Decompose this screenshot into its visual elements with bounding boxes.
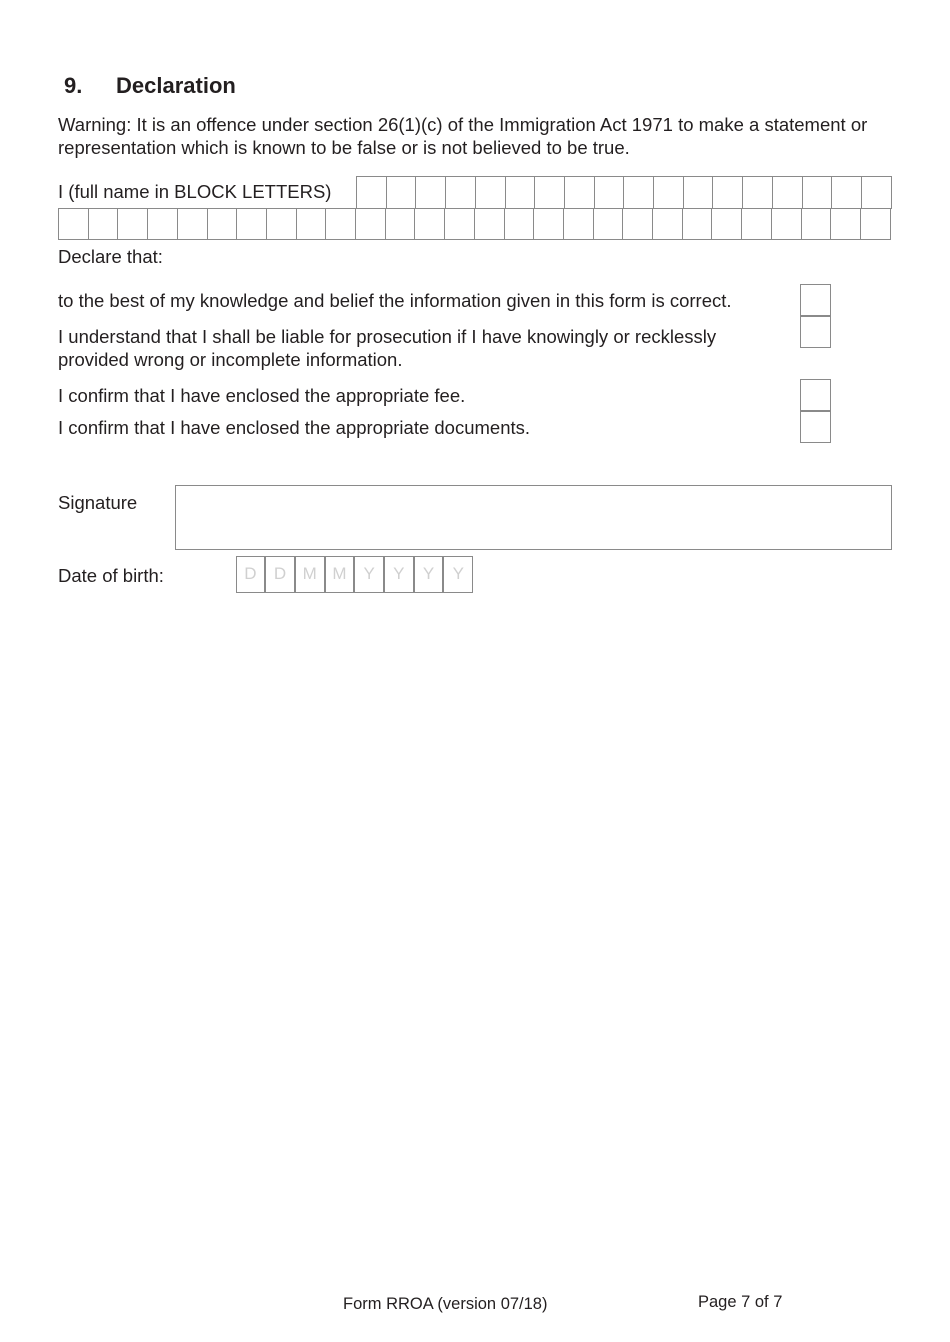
full-name-char-box[interactable] xyxy=(58,208,89,240)
full-name-char-box[interactable] xyxy=(415,176,446,209)
checkbox-fee-enclosed[interactable] xyxy=(800,379,831,411)
full-name-char-box[interactable] xyxy=(861,176,892,209)
full-name-label: I (full name in BLOCK LETTERS) xyxy=(58,181,332,202)
date-of-birth-char-box[interactable]: M xyxy=(295,556,325,593)
checkbox-prosecution[interactable] xyxy=(800,316,831,348)
signature-label: Signature xyxy=(58,492,138,513)
statement-info-correct: to the best of my knowledge and belief the information given in this form is correct. xyxy=(58,290,732,311)
full-name-char-box[interactable] xyxy=(594,176,625,209)
full-name-char-box[interactable] xyxy=(117,208,148,240)
full-name-char-box[interactable] xyxy=(622,208,653,240)
full-name-char-box[interactable] xyxy=(445,176,476,209)
checkbox-info-correct[interactable] xyxy=(800,284,831,316)
full-name-char-box[interactable] xyxy=(475,176,506,209)
section-title: Declaration xyxy=(116,73,236,98)
full-name-char-box[interactable] xyxy=(831,176,862,209)
full-name-char-box[interactable] xyxy=(711,208,742,240)
full-name-char-box[interactable] xyxy=(801,208,832,240)
full-name-char-box[interactable] xyxy=(564,176,595,209)
section-heading xyxy=(64,73,236,99)
full-name-char-box[interactable] xyxy=(236,208,267,240)
full-name-char-box[interactable] xyxy=(533,208,564,240)
date-of-birth-char-box[interactable]: Y xyxy=(443,556,473,593)
full-name-char-box[interactable] xyxy=(147,208,178,240)
footer-page-number: Page 7 of 7 xyxy=(698,1293,783,1311)
full-name-char-box[interactable] xyxy=(741,208,772,240)
warning-text: Warning: It is an offence under section 26(1)(c) of the Immigration Act 1971 to make a statement or representation which is known to be false or is not believed to be true. xyxy=(58,114,868,158)
statement-prosecution: I understand that I shall be liable for prosecution if I have knowingly or recklessly provided wrong or incomplete information. xyxy=(58,326,717,370)
date-of-birth-char-box[interactable]: D xyxy=(265,556,295,593)
full-name-char-box[interactable] xyxy=(623,176,654,209)
signature-box[interactable] xyxy=(175,485,892,550)
date-of-birth-char-box[interactable]: D xyxy=(236,556,266,593)
date-of-birth-char-box[interactable]: Y xyxy=(354,556,384,593)
full-name-char-box[interactable] xyxy=(742,176,773,209)
full-name-char-box[interactable] xyxy=(712,176,743,209)
full-name-char-box[interactable] xyxy=(563,208,594,240)
full-name-char-box[interactable] xyxy=(386,176,417,209)
full-name-char-box[interactable] xyxy=(444,208,475,240)
date-of-birth-char-box[interactable]: Y xyxy=(414,556,444,593)
statement-documents-enclosed: I confirm that I have enclosed the appropriate documents. xyxy=(58,417,531,438)
full-name-char-box[interactable] xyxy=(355,208,386,240)
full-name-char-box[interactable] xyxy=(325,208,356,240)
full-name-char-box[interactable] xyxy=(771,208,802,240)
date-of-birth-label: Date of birth: xyxy=(58,565,164,586)
declare-that-label: Declare that: xyxy=(58,246,163,267)
checkbox-documents-enclosed[interactable] xyxy=(800,411,831,443)
full-name-char-box[interactable] xyxy=(830,208,861,240)
date-of-birth-char-box[interactable]: Y xyxy=(384,556,414,593)
statement-fee-enclosed: I confirm that I have enclosed the appropriate fee. xyxy=(58,385,466,406)
date-of-birth-char-box[interactable]: M xyxy=(325,556,355,593)
full-name-char-box[interactable] xyxy=(177,208,208,240)
full-name-char-box[interactable] xyxy=(88,208,119,240)
section-number: 9. xyxy=(64,73,83,98)
footer-form-version: Form RROA (version 07/18) xyxy=(343,1295,548,1313)
full-name-char-box[interactable] xyxy=(652,208,683,240)
full-name-char-box[interactable] xyxy=(266,208,297,240)
full-name-char-box[interactable] xyxy=(772,176,803,209)
full-name-char-box[interactable] xyxy=(802,176,833,209)
full-name-char-box[interactable] xyxy=(860,208,891,240)
full-name-char-box[interactable] xyxy=(534,176,565,209)
full-name-char-box[interactable] xyxy=(296,208,327,240)
full-name-char-box[interactable] xyxy=(593,208,624,240)
full-name-char-box[interactable] xyxy=(682,208,713,240)
full-name-char-box[interactable] xyxy=(504,208,535,240)
full-name-char-box[interactable] xyxy=(207,208,238,240)
full-name-char-box[interactable] xyxy=(356,176,387,209)
full-name-char-box[interactable] xyxy=(683,176,714,209)
full-name-char-box[interactable] xyxy=(385,208,416,240)
full-name-char-box[interactable] xyxy=(653,176,684,209)
full-name-char-box[interactable] xyxy=(474,208,505,240)
full-name-char-box[interactable] xyxy=(414,208,445,240)
full-name-char-box[interactable] xyxy=(505,176,536,209)
